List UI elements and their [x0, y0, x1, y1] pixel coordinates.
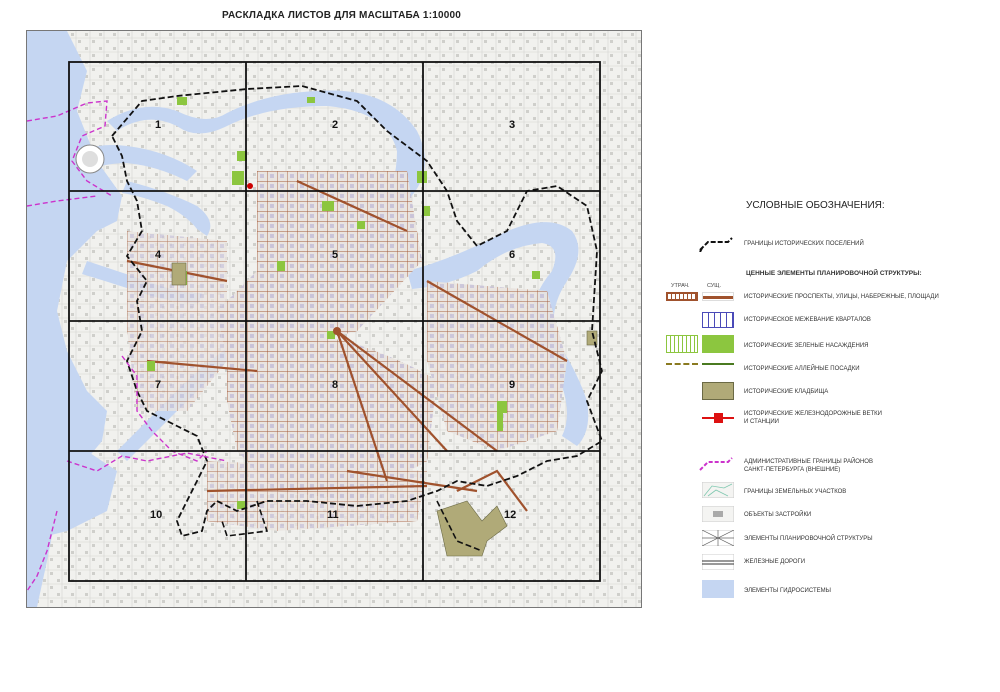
legend-swatch-admin	[698, 456, 734, 472]
legend-swatch-plan-elements	[702, 530, 734, 546]
legend-col-lost: УТРАЧ.	[671, 283, 690, 289]
sheet-label-1[interactable]: 1	[155, 119, 162, 131]
legend-swatch-buildings	[702, 506, 734, 522]
legend-col-existing: СУЩ.	[707, 283, 721, 289]
legend-buildings: ОБЪЕКТЫ ЗАСТРОЙКИ	[744, 512, 812, 518]
legend-swatch-avenue-lost	[666, 292, 698, 301]
legend-plan-elements: ЭЛЕМЕНТЫ ПЛАНИРОВОЧНОЙ СТРУКТУРЫ	[744, 536, 873, 542]
legend-swatch-railways	[702, 554, 734, 570]
map-title: РАСКЛАДКА ЛИСТОВ ДЛЯ МАСШТАБА 1:10000	[222, 10, 462, 21]
legend-section-title: ЦЕННЫЕ ЭЛЕМЕНТЫ ПЛАНИРОВОЧНОЙ СТРУКТУРЫ:	[746, 270, 922, 277]
legend-swatch-blocks	[702, 312, 734, 328]
sheet-label-4[interactable]: 4	[155, 249, 162, 261]
legend-green: ИСТОРИЧЕСКИЕ ЗЕЛЕНЫЕ НАСАЖДЕНИЯ	[744, 343, 869, 349]
legend-avenues: ИСТОРИЧЕСКИЕ ПРОСПЕКТЫ, УЛИЦЫ, НАБЕРЕЖНЫЕ, ПЛОЩАДИ	[744, 294, 939, 300]
legend-swatch-water	[702, 580, 734, 598]
legend-admin-1: АДМИНИСТРАТИВНЫЕ ГРАНИЦЫ РАЙОНОВ	[744, 459, 873, 465]
sheet-label-12[interactable]: 12	[504, 509, 517, 521]
map-canvas[interactable]	[26, 30, 642, 608]
sheet-label-5[interactable]: 5	[332, 249, 339, 261]
legend-blocks: ИСТОРИЧЕСКОЕ МЕЖЕВАНИЕ КВАРТАЛОВ	[744, 317, 871, 323]
sheet-label-2[interactable]: 2	[332, 119, 339, 131]
legend-swatch-cemetery	[702, 382, 734, 400]
legend-railway-1: ИСТОРИЧЕСКИЕ ЖЕЛЕЗНОДОРОЖНЫЕ ВЕТКИ	[744, 411, 882, 417]
legend-railway-2: И СТАНЦИИ	[744, 419, 779, 425]
legend-swatch-avenue-existing	[702, 292, 734, 301]
sheet-label-8[interactable]: 8	[332, 379, 339, 391]
legend-railways: ЖЕЛЕЗНЫЕ ДОРОГИ	[744, 559, 806, 565]
legend-cemeteries: ИСТОРИЧЕСКИЕ КЛАДБИЩА	[744, 389, 829, 395]
legend-swatch-green-existing	[702, 335, 734, 353]
legend-swatch-land-plots	[702, 482, 734, 498]
legend-title: УСЛОВНЫЕ ОБОЗНАЧЕНИЯ:	[746, 200, 885, 211]
legend-water: ЭЛЕМЕНТЫ ГИДРОСИСТЕМЫ	[744, 588, 831, 594]
legend-swatch-green-lost	[666, 335, 698, 353]
sheet-label-9[interactable]: 9	[509, 379, 516, 391]
sheet-label-3[interactable]: 3	[509, 119, 516, 131]
legend-admin-2: САНКТ-ПЕТЕРБУРГА (ВНЕШНИЕ)	[744, 467, 841, 473]
legend-swatch-railway	[702, 410, 734, 426]
sheet-label-6[interactable]: 6	[509, 249, 516, 261]
legend-swatch-alley-lost	[666, 363, 698, 369]
sheet-label-10[interactable]: 10	[150, 509, 163, 521]
legend-land-plots: ГРАНИЦЫ ЗЕМЕЛЬНЫХ УЧАСТКОВ	[744, 489, 847, 495]
legend-swatch-alley-existing	[702, 363, 734, 369]
legend-alleys: ИСТОРИЧЕСКИЕ АЛЛЕЙНЫЕ ПОСАДКИ	[744, 366, 860, 372]
sheet-label-7[interactable]: 7	[155, 379, 162, 391]
sheet-label-11[interactable]: 11	[327, 509, 339, 521]
legend-swatch-boundary	[698, 236, 734, 252]
legend-historic-settlements: ГРАНИЦЫ ИСТОРИЧЕСКИХ ПОСЕЛЕНИЙ	[744, 241, 864, 247]
